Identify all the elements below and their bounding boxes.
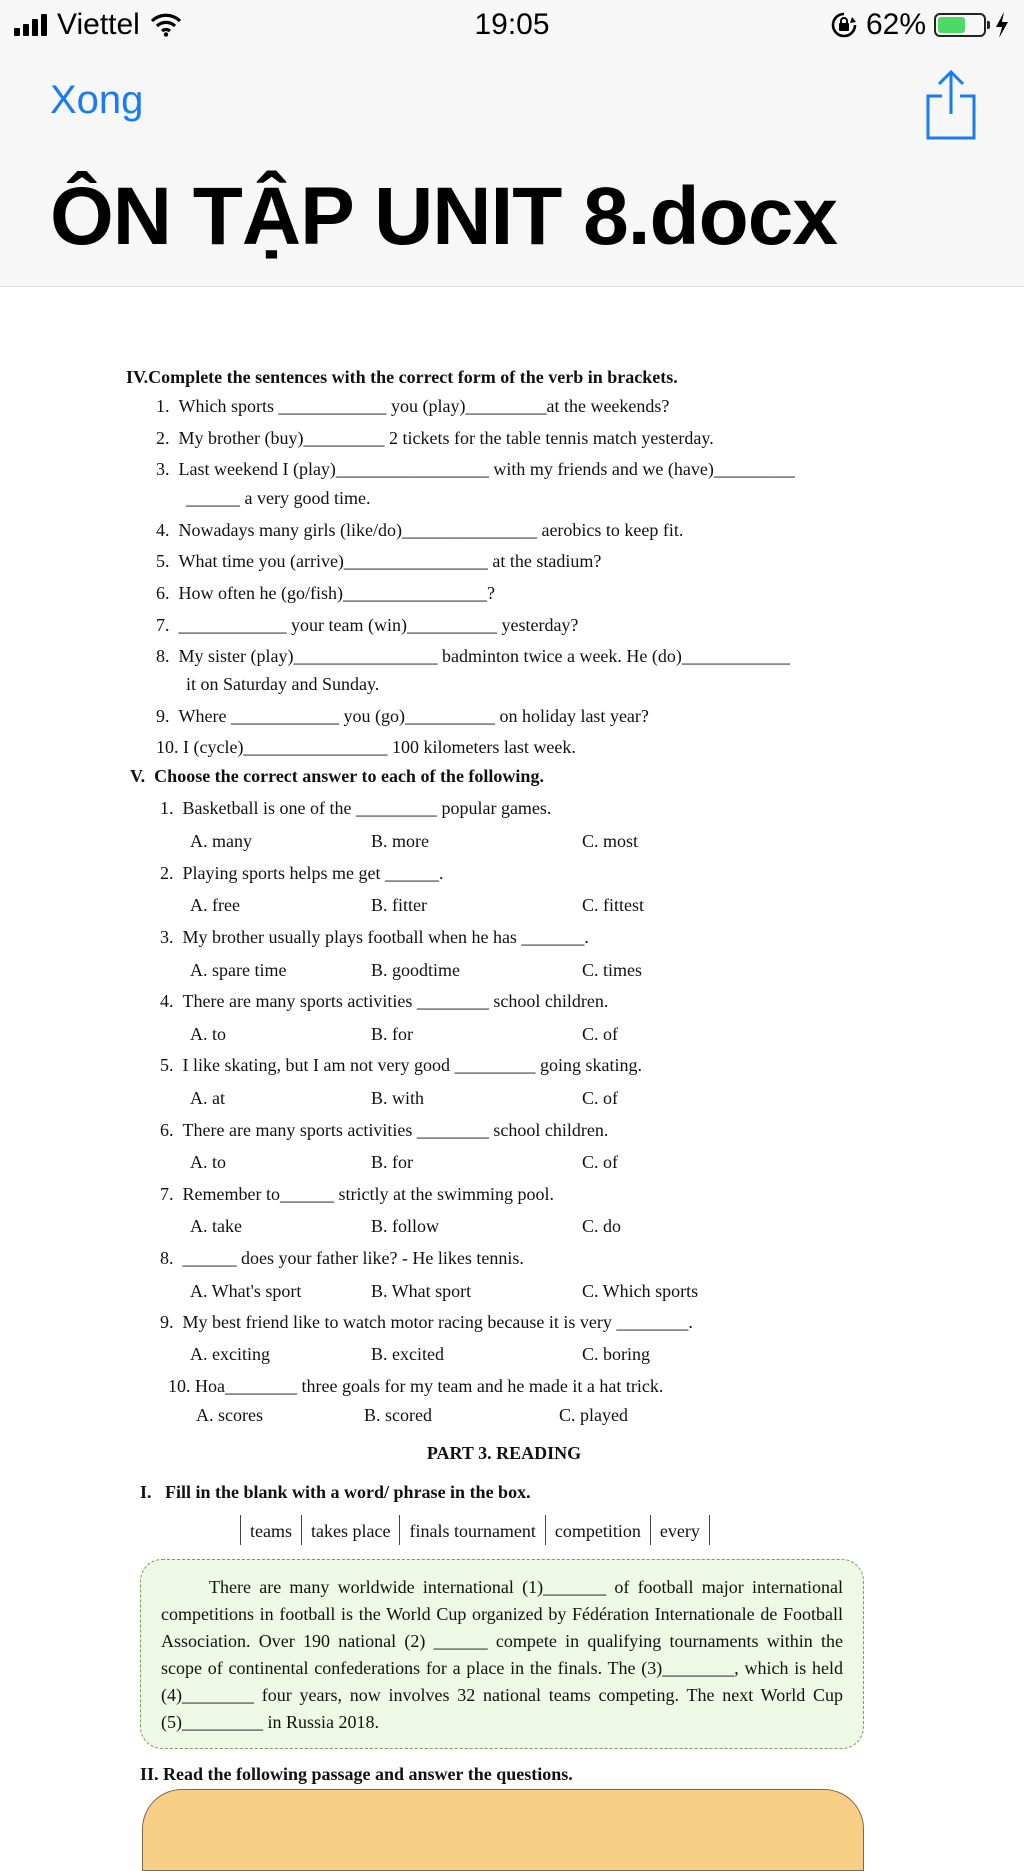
word-box-item: every <box>650 1515 709 1545</box>
battery-percent: 62% <box>865 8 926 41</box>
option-a: A. What's sport <box>190 1281 302 1301</box>
exercise-line: it on Saturday and Sunday. <box>186 674 380 694</box>
exercise-line: 8. My sister (play)________________ badminton twice a week. He (do)____________ <box>156 646 790 666</box>
option-c: C. played <box>559 1405 628 1425</box>
nav-bar <box>0 52 1024 287</box>
exercise-line: 4. Nowadays many girls (like/do)_______________ aerobics to keep fit. <box>156 520 684 540</box>
share-icon[interactable] <box>924 68 978 142</box>
exercise-line: 9. Where ____________ you (go)__________ on holiday last year? <box>156 706 649 726</box>
question-text: 5. I like skating, but I am not very good _________ going skating. <box>160 1055 642 1075</box>
question-text: 7. Remember to______ strictly at the swimming pool. <box>160 1184 554 1204</box>
battery-icon <box>934 13 986 37</box>
exercise-line: 1. Which sports ____________ you (play)_________at the weekends? <box>156 396 670 416</box>
option-b: B. more <box>371 831 429 851</box>
exercise-line: 3. Last weekend I (play)_________________ with my friends and we (have)_________ <box>156 459 795 479</box>
word-box <box>240 1515 710 1545</box>
option-a: A. at <box>190 1088 225 1108</box>
exercise-line: 5. What time you (arrive)________________ at the stadium? <box>156 551 602 571</box>
word-box-item: competition <box>545 1515 650 1545</box>
exercise-line: ______ a very good time. <box>186 488 371 508</box>
option-a: A. many <box>190 831 252 851</box>
option-b: B. fitter <box>371 895 427 915</box>
exercise-line: 10. I (cycle)________________ 100 kilometers last week. <box>156 737 576 757</box>
option-b: B. goodtime <box>371 960 460 980</box>
part-3-title: PART 3. READING <box>426 1443 582 1463</box>
option-c: C. fittest <box>582 895 644 915</box>
status-time: 19:05 <box>474 8 550 41</box>
word-box-item: teams <box>250 1521 292 1541</box>
done-button[interactable]: Xong <box>50 78 144 122</box>
option-a: A. scores <box>196 1405 263 1425</box>
exercise-line: 7. ____________ your team (win)__________ yesterday? <box>156 615 579 635</box>
option-b: B. with <box>371 1088 425 1108</box>
question-text: 1. Basketball is one of the _________ popular games. <box>160 798 552 818</box>
question-text: 6. There are many sports activities ________ school children. <box>160 1120 609 1140</box>
option-a: A. free <box>190 895 240 915</box>
option-c: C. most <box>582 831 639 851</box>
status-right <box>830 8 1010 42</box>
option-c: C. do <box>582 1216 622 1236</box>
reading-2-title: II. Read the following passage and answer the questions. <box>140 1764 573 1784</box>
option-c: C. boring <box>582 1344 651 1364</box>
word-box-item: takes place <box>301 1515 399 1545</box>
option-c: C. of <box>582 1024 618 1044</box>
document-title: ÔN TẬP UNIT 8.docx <box>50 171 837 262</box>
charging-icon <box>994 11 1010 39</box>
option-a: A. take <box>190 1216 242 1236</box>
option-c: C. times <box>582 960 643 980</box>
question-text: 10. Hoa________ three goals for my team and he made it a hat trick. <box>168 1376 664 1396</box>
passage-box: There are many worldwide international (1)_______ of football major international competitions in football is the World Cup organized by Fédération Internationale de Football Association. Over 190 national (2) ______ compete in qualifying tournaments within the scope of continental confederations for a place in the finals. The (3)________, which is held (4)________ four years, now involves 32 national teams competing. The next World Cup (5)_________ in Russia 2018. <box>140 1559 864 1749</box>
exercise-line: 6. How often he (go/fish)________________? <box>156 583 495 603</box>
rotation-lock-icon <box>830 11 858 39</box>
exercise-line: 2. My brother (buy)_________ 2 tickets for the table tennis match yesterday. <box>156 428 714 448</box>
passage-box-2 <box>142 1789 864 1871</box>
question-text: 4. There are many sports activities ________ school children. <box>160 991 609 1011</box>
option-a: A. to <box>190 1152 226 1172</box>
section-4-title: IV.Complete the sentences with the correct form of the verb in brackets. <box>126 367 678 387</box>
option-b: B. excited <box>371 1344 444 1364</box>
option-a: A. exciting <box>190 1344 270 1364</box>
option-b: B. follow <box>371 1216 440 1236</box>
carrier-name: Viettel <box>57 8 140 41</box>
document-page[interactable] <box>0 287 1024 1820</box>
status-bar <box>0 0 1024 52</box>
option-b: B. for <box>371 1152 413 1172</box>
option-c: C. of <box>582 1088 618 1108</box>
option-b: B. What sport <box>371 1281 472 1301</box>
option-c: C. of <box>582 1152 618 1172</box>
question-text: 3. My brother usually plays football when he has _______. <box>160 927 589 947</box>
option-a: A. spare time <box>190 960 287 980</box>
option-c: C. Which sports <box>582 1281 699 1301</box>
option-b: B. for <box>371 1024 413 1044</box>
option-a: A. to <box>190 1024 226 1044</box>
word-box-item: finals tournament <box>399 1515 544 1545</box>
section-5-title: V. Choose the correct answer to each of the following. <box>130 766 544 786</box>
question-text: 8. ______ does your father like? - He likes tennis. <box>160 1248 524 1268</box>
reading-1-title: I. Fill in the blank with a word/ phrase in the box. <box>140 1482 531 1502</box>
option-b: B. scored <box>364 1405 432 1425</box>
question-text: 2. Playing sports helps me get ______. <box>160 863 444 883</box>
question-text: 9. My best friend like to watch motor racing because it is very ________. <box>160 1312 693 1332</box>
